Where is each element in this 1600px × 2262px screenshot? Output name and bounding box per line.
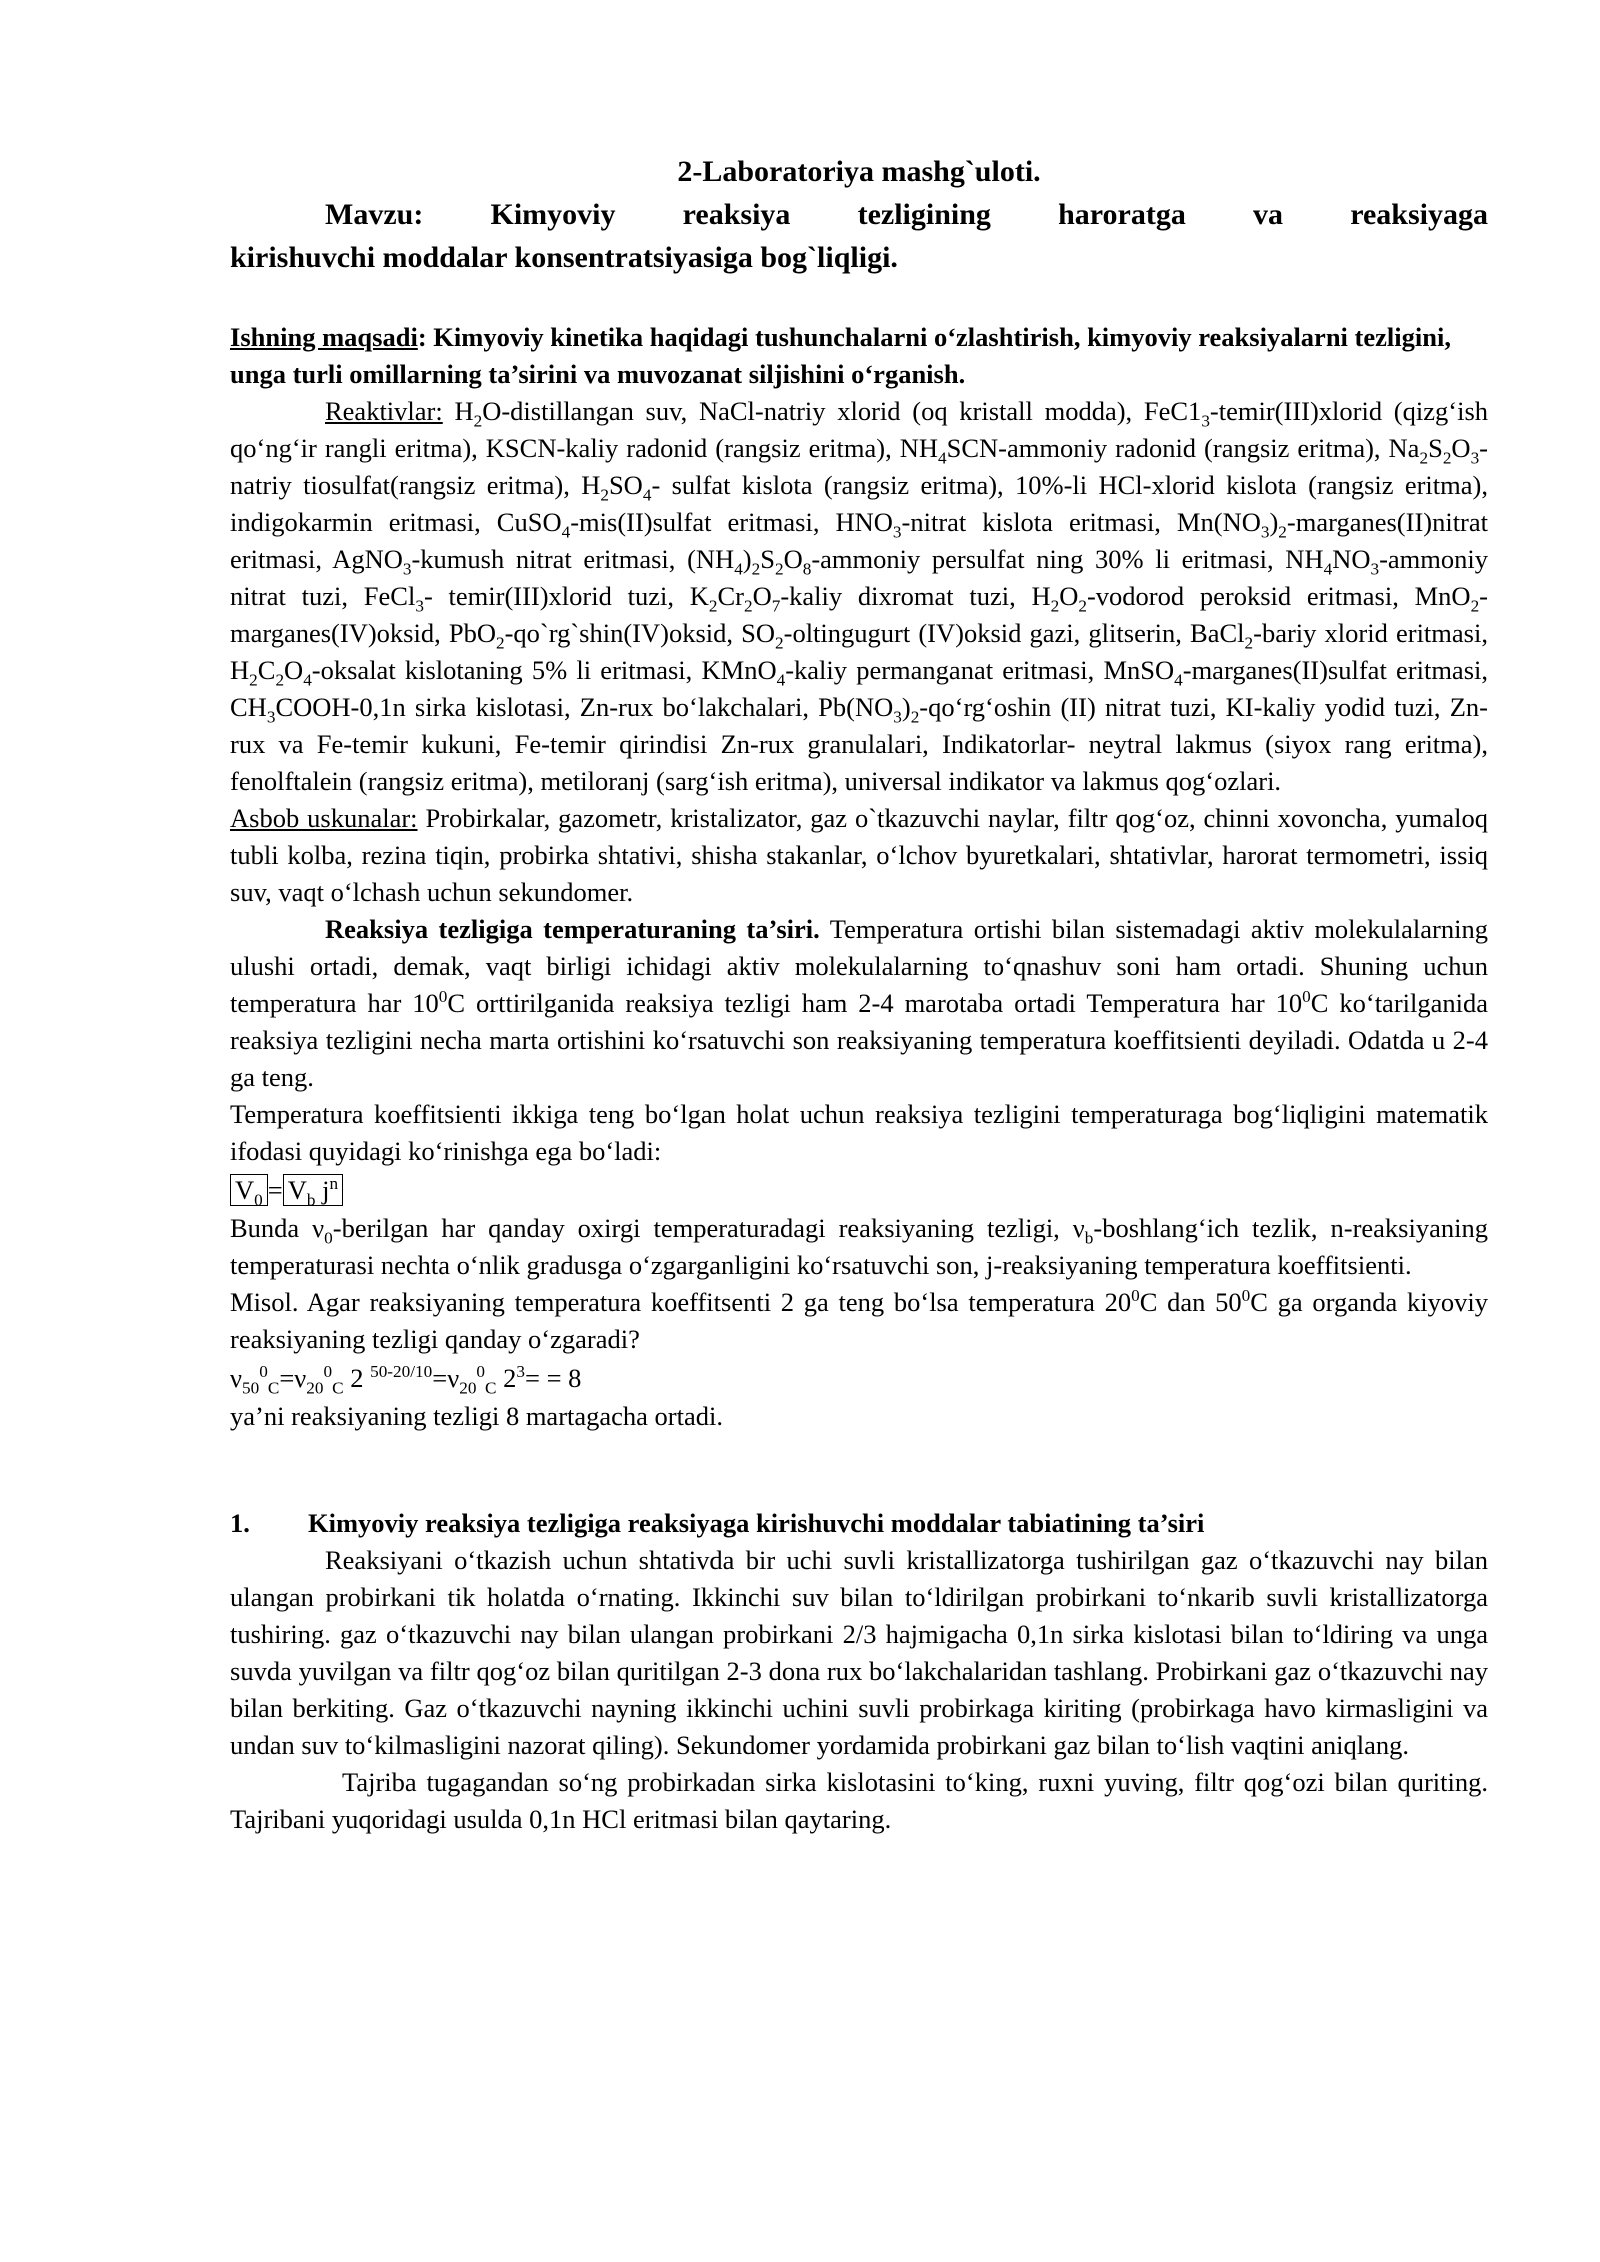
definition-text: Bunda ν [230,1213,325,1243]
reagents-text: H [442,396,474,426]
reagents-text: -kaliy dixromat tuzi, H [780,581,1051,611]
aim-label: Ishning maqsadi [230,322,418,352]
subscript: b [1084,1228,1094,1248]
subscript: 3 [402,559,412,579]
reagents-text: O [284,655,304,685]
subscript: 7 [771,596,781,616]
reagents-text: -kumush nitrat eritmasi, (NH [411,544,735,574]
subscript: 4 [1174,670,1183,690]
subscript: 2 [1442,448,1452,468]
subscript: 2 [473,411,483,431]
subscript: 2 [708,596,718,616]
reagents-label: Reaktivlar: [325,396,443,426]
formula-vb [283,1174,343,1210]
formula-equals: = [267,1175,283,1205]
subscript: 2 [1050,596,1060,616]
example-equation [230,1358,1488,1398]
reagents-text: -mis(II)sulfat eritmasi, HNO [570,507,893,537]
subscript: 2 [1244,633,1254,653]
subscript: 8 [802,559,812,579]
subscript: 2 [249,670,258,690]
equation-text: =ν [432,1363,460,1393]
subscript: b [306,1190,316,1210]
subscript: 4 [642,485,652,505]
definition-text: -boshlang‘ich tezlik, n-reaksiyaning temperaturasi nechta o‘nlik gradusga o‘zgarganligini ko‘rsatuvchi son, j-reaksiyaning temperatura koeffitsienti. [230,1213,1488,1280]
section-1-paragraph-1: Reaksiyani o‘tkazish uchun shtativda bir uchi suvli kristallizatorga tushirilgan gaz o‘tkazuvchi nay bilan ulangan probirkani tik holatda o‘rnating. Ikkinchi suv bilan to‘ldirilgan probirkani to‘nkarib suvli kristallizatorga tushiring. gaz o‘tkazuvchi nay bilan ulangan probirkani 2/3 hajmigacha 0,1n sirka kislotasi bilan to‘ldiring va unga suvda yuvilgan va filtr qog‘oz bilan quritilgan 2-3 dona rux bo‘lakchalaridan tashlang. Probirkani gaz o‘tkazuvchi nay bilan berkiting. Gaz o‘tkazuvchi nayning ikkinchi uchini suvli probirkaga kiriting (probirkaga havo kirmasligini va undan suv to‘kilmasligini nazorat qiling). Sekundomer yordamida probirkani gaz bilan to‘lish vaqtini aniqlang. [230,1545,1488,1760]
reagents-text: -qo`rg`shin(IV)oksid, SO [504,618,776,648]
reagents-text: -ammoniy persulfat ning 30% li eritmasi, NH [811,544,1324,574]
subscript: 3 [1370,559,1380,579]
reagents-text: ) [1269,507,1279,537]
aim-colon: : [417,322,427,352]
superscript: 0 [1131,1286,1140,1306]
subscript: 2 [495,633,505,653]
reagents-text: -marganes(II)nitrat eritmasi, AgNO [230,507,1489,574]
reagents-text: O-distillangan suv, NaCl-natriy xlorid (oq kristall modda), FeC1 [482,396,1202,426]
reagents-paragraph [230,393,1488,800]
reagents-text: ) [742,544,752,574]
reagents-text: -kaliy permanganat eritmasi, MnSO [785,655,1175,685]
reagents-text: -ammoniy nitrat tuzi, FeCl [230,544,1489,611]
reagents-text: COOH-0,1n sirka kislotasi, Zn-rux bo‘lakchalari, Pb(NO [275,692,894,722]
subscript: 2 [1419,448,1429,468]
reagents-text: -marganes(II)sulfat eritmasi, CH [230,655,1488,722]
equation-text: 2 [496,1363,517,1393]
subscript: 4 [734,559,743,579]
subscript: 3 [1201,411,1210,431]
reagents-text: S [760,544,775,574]
page-title: 2-Laboratoriya mashg`uloti. [677,155,1041,188]
subscript: 0 [254,1190,263,1210]
subscript: 2 [600,485,609,505]
reagents-text: - sulfat kislota (rangsiz eritma), 10%-li HCl-xlorid kislota (rangsiz eritma), indigokarmin eritmasi, CuSO [230,470,1488,537]
formula-v0 [230,1174,268,1210]
equation-text: = = 8 [525,1363,582,1393]
subscript: 2 [1470,596,1480,616]
temperature-paragraph [230,911,1488,1096]
topic-line-2: kirishuvchi moddalar konsentratsiyasiga bog`liqligi. [230,241,898,274]
subscript: C [267,1378,280,1398]
temperature-text: C orttirilganida reaksiya tezligi ham 2-4 marotaba ortadi Temperatura har 10 [447,988,1303,1018]
subscript: 2 [275,670,285,690]
equation-text: =ν [279,1363,307,1393]
superscript: 0 [476,1362,486,1382]
reagents-text: -oksalat kislotaning 5% li eritmasi, KMnO [311,655,777,685]
reagents-text: Cr [717,581,744,611]
equipment-label: Asbob uskunalar: [230,803,418,833]
definition-paragraph [230,1210,1488,1284]
definition-text: -berilgan har qanday oxirgi temperaturadagi reaksiyaning tezligi, ν [332,1213,1085,1243]
subscript: C [485,1378,497,1398]
example-text: C dan 50 [1139,1287,1242,1317]
subscript: 2 [1278,522,1287,542]
reagents-text: O [752,581,772,611]
example-result: ya’ni reaksiyaning tezligi 8 martagacha ortadi. [230,1401,723,1431]
reagents-text: -vodorod peroksid eritmasi, MnO [1086,581,1471,611]
reagents-text: - temir(III)xlorid tuzi, K [423,581,709,611]
formula [230,1170,1488,1210]
subscript: 3 [266,707,276,727]
subscript: 3 [892,522,902,542]
subscript: 2 [774,559,784,579]
equipment-paragraph [230,800,1488,911]
spacer [230,1435,1488,1505]
superscript: 0 [438,987,448,1007]
spacer [230,279,1488,319]
subscript: 2 [1078,596,1087,616]
reagents-text: -natriy tiosulfat(rangsiz eritma), H [230,433,1488,500]
topic-line-1: Mavzu: Kimyoviy reaksiya tezligining haroratga va reaksiyaga [325,198,1488,231]
equation-text: ν [230,1363,242,1393]
coefficient-paragraph: Temperatura koeffitsienti ikkiga teng bo‘lgan holat uchun reaksiya tezligini temperaturaga bog‘liqligini matematik ifodasi quyidagi ko‘rinishga ega bo‘ladi: [230,1099,1488,1166]
superscript: 0 [323,1362,333,1382]
formula-symbol: j [315,1175,330,1205]
temperature-heading: Reaksiya tezligiga temperaturaning ta’siri. [325,914,820,944]
subscript: 0 [324,1228,333,1248]
subscript: C [332,1378,344,1398]
subscript: 3 [415,596,424,616]
reagents-text: O [1451,433,1471,463]
example-paragraph [230,1284,1488,1358]
reagents-text: O [1059,581,1079,611]
subscript: 4 [938,448,947,468]
superscript: 3 [516,1362,526,1382]
reagents-text: NO [1332,544,1371,574]
section-1-number: 1. [230,1508,250,1538]
superscript: 50-20/10 [370,1362,433,1382]
equipment-text: Probirkalar, gazometr, kristalizator, gaz o`tkazuvchi naylar, filtr qog‘oz, chinni xovoncha, yumaloq tubli kolba, rezina tiqin, probirka shtativi, shisha stakanlar, o‘lchov byuretkalari, shtativlar, harorat termometri, issiq suv, vaqt o‘lchash uchun sekundomer. [230,803,1488,907]
subscript: 20 [306,1378,324,1398]
reagents-text: -nitrat kislota eritmasi, Mn(NO [901,507,1261,537]
superscript: 0 [1302,987,1311,1007]
subscript: 4 [1323,559,1333,579]
reagents-text: O [783,544,803,574]
formula-symbol: V [287,1175,307,1205]
reagents-text: C [257,655,276,685]
aim-paragraph [230,319,1488,393]
subscript: 4 [776,670,786,690]
subscript: 3 [1470,448,1480,468]
formula-symbol: V [235,1175,255,1205]
section-1-title: Kimyoviy reaksiya tezligiga reaksiyaga kirishuvchi moddalar tabiatining ta’siri [308,1508,1205,1538]
superscript: n [329,1174,339,1194]
example-text: Misol. Agar reaksiyaning temperatura koeffitsenti 2 ga teng bo‘lsa temperatura 20 [230,1287,1132,1317]
subscript: 50 [241,1378,260,1398]
subscript: 3 [893,707,902,727]
section-1-paragraph-2: Tajriba tugagandan so‘ng probirkadan sirka kislotasini to‘king, ruxni yuving, filtr qog‘ozi bilan quriting. Tajribani yuqoridagi usulda 0,1n HCl eritmasi bilan qaytaring. [230,1767,1488,1834]
reagents-text: -marganes(IV)oksid, PbO [230,581,1488,648]
reagents-text: S [1428,433,1443,463]
subscript: 20 [459,1378,477,1398]
temperature-text: C ko‘tarilganida reaksiya tezligini necha marta ortishini ko‘rsatuvchi son reaksiyaning temperatura koeffitsienti deyiladi. Odatda u 2-4 ga teng. [230,988,1489,1092]
subscript: 2 [910,707,920,727]
example-text: C ga organda kiyoviy reaksiyaning tezligi qanday o‘zgaradi? [230,1287,1488,1354]
section-1-heading [230,1505,1488,1542]
subscript: 2 [775,633,784,653]
subscript: 4 [561,522,571,542]
subscript: 2 [751,559,761,579]
reagents-text: ) [901,692,911,722]
subscript: 2 [743,596,753,616]
superscript: 0 [1241,1286,1251,1306]
superscript: 0 [259,1362,268,1382]
temperature-text: Temperatura ortishi bilan sistemadagi aktiv molekulalarning ulushi ortadi, demak, vaqt birligi ichidagi aktiv molekulalarning to‘qnashuv soni ham ortadi. Shuning uchun temperatura har 10 [230,914,1488,1018]
reagents-text: -bariy xlorid eritmasi, H [230,618,1488,685]
reagents-text: -temir(III)xlorid (qizg‘ish qo‘ng‘ir rangli eritma), KSCN-kaliy radonid (rangsiz eritma), NH [230,396,1489,463]
reagents-text: SO [608,470,643,500]
reagents-text: SCN-ammoniy radonid (rangsiz eritma), Na [946,433,1420,463]
reagents-text: -oltingugurt (IV)oksid gazi, glitserin, BaCl [783,618,1245,648]
subscript: 4 [303,670,312,690]
equation-text: 2 [343,1363,371,1393]
reagents-text: -qo‘rg‘oshin (II) nitrat tuzi, KI-kaliy yodid tuzi, Zn-rux va Fe-temir kukuni, Fe-temir qirindisi Zn-rux granulalari, Indikatorlar- neytral lakmus (siyox rang eritma), fenolftalein (rangsiz eritma), metiloranj (sarg‘ish eritma), universal indikator va lakmus qog‘ozlari. [230,692,1488,796]
aim-text: Kimyoviy kinetika haqidagi tushunchalarni o‘zlashtirish, kimyoviy reaksiyalarni tezligini, unga turli omillarning ta’sirini va muvozanat siljishini o‘rganish. [230,322,1451,389]
subscript: 3 [1260,522,1270,542]
